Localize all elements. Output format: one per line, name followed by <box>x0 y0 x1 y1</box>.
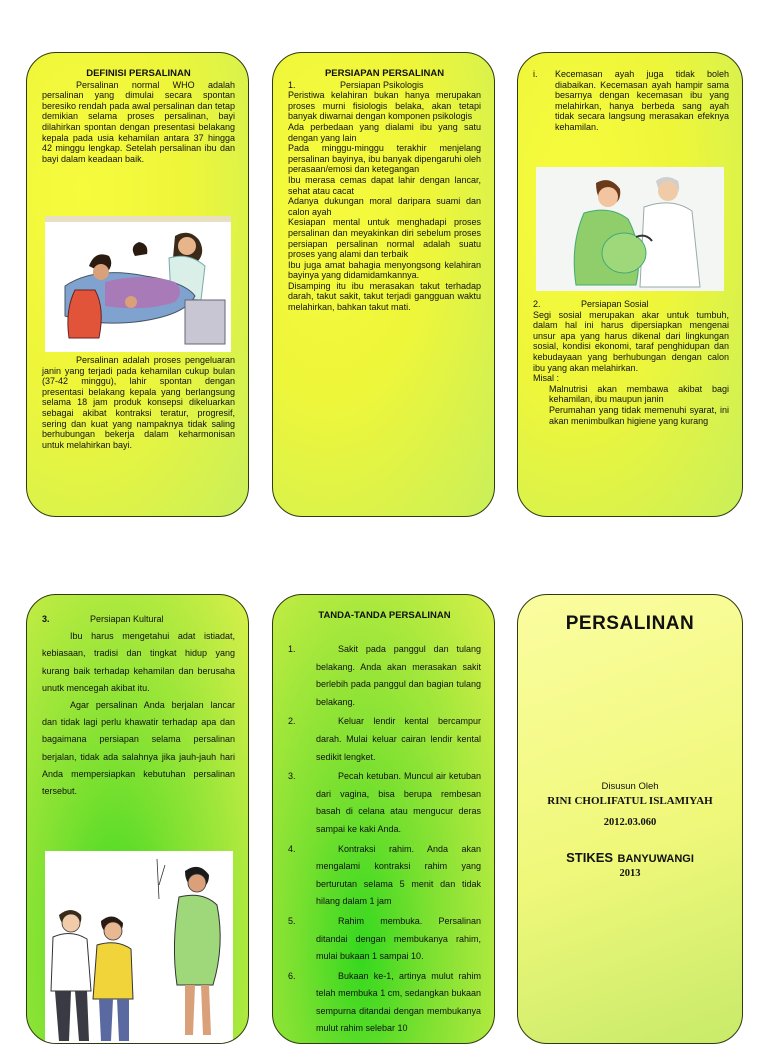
list-item <box>288 641 481 711</box>
item-number: 5. <box>288 915 296 926</box>
sub-number: 3. <box>42 614 50 624</box>
sub-number: 1. <box>288 79 296 90</box>
item-text: Bukaan ke-1, artinya mulut rahim telah membuka 1 cm, sedangkan bukaan sempurna ditandai dengan membukanya mulut rahim selebar 10 <box>316 970 481 1034</box>
definisi-para2: Persalinan adalah proses pengeluaran janin yang terjadi pada kehamilan cukup bulan (37-42 minggu), lahir spontan dengan presentasi belakang kepala yang berlangsung selama 18 jam produk konsepsi dikeluarkan sebagai akibat kontraksi teratur, progresif, sering dan kuat yang nampaknya tidak saling berhubungan bekerja dalam keharmonisan untuk melahirkan bayi. <box>42 355 235 450</box>
item-number: i. <box>533 69 538 79</box>
student-number: 2012.03.060 <box>603 817 657 828</box>
list-item: Adanya dukungan moral daripara suami dan calon ayah <box>288 196 481 217</box>
list-item: Ibu juga amat bahagia menyongsong kelahiran bayinya yang didamidamkannya. <box>288 259 481 281</box>
panel-tanda <box>272 594 495 1044</box>
item-number: 2. <box>288 716 296 727</box>
author-name: RINI CHOLIFATUL ISLAMIYAH <box>547 795 713 807</box>
kultural-para2: Agar persalinan Anda berjalan lancar dan tidak lagi perlu khawatir terhadap apa dan bagaimana persiapan selama persalinan berjalan, tidak ada salahnya jika jauh-jauh hari Anda mempersiapkan kebutuhan persalinan tersebut. <box>42 700 235 797</box>
item-text: Pecah ketuban. Muncul air ketuban dari vagina, bisa berupa rembesan basah di celana atau mengucur deras sampai ke kaki Anda. <box>316 771 481 834</box>
sub-title: Persiapan Kultural <box>90 614 164 624</box>
sosial-subheading <box>533 299 729 310</box>
item-number: 6. <box>288 970 296 981</box>
list-item: Kesiapan mental untuk menghadapi proses persalinan dan meyakinkan diri sebelum proses persiapan persalinan normal adalah suatu proses yang alami dan terbaik <box>288 217 481 260</box>
institution-b: BANYUWANGI <box>617 853 694 865</box>
item-text: Rahim membuka. Persalinan ditandai dengan membukanya rahim, mulai bukaan 1 sampai 10. <box>316 915 481 962</box>
kultural-subheading <box>42 611 235 628</box>
cover-title: PERSALINAN <box>565 613 695 634</box>
institution-a: STIKES <box>566 850 614 865</box>
list-item <box>288 968 481 1038</box>
ayah-text <box>533 69 729 133</box>
definisi-text-2 <box>42 355 235 450</box>
tanda-heading: TANDA-TANDA PERSALINAN <box>318 610 451 621</box>
sub-number: 2. <box>533 299 541 309</box>
item-text: Keluar lendir kental bercampur darah. Mulai keluar cairan lendir kental sedikit lengket. <box>316 716 481 762</box>
panel-cover <box>517 594 743 1044</box>
checkup-illustration <box>536 167 724 291</box>
kultural-text <box>42 611 235 800</box>
item-number: 4. <box>288 843 296 854</box>
panel-persiapan-lanjutan <box>517 52 743 517</box>
list-item: Ada perbedaan yang dialami ibu yang satu dengan yang lain <box>288 121 481 143</box>
misal-label: Misal : <box>533 373 560 384</box>
list-item: Peristiwa kelahiran bukan hanya merupakan proses murni fisiologis belaka, akan tetapi banyak diwarnai dengan komponen psikologis <box>288 90 481 122</box>
ayah-item <box>533 69 729 133</box>
list-item: Ibu merasa cemas dapat lahir dengan lancar, sehat atau cacat <box>288 174 481 196</box>
item-number: 3. <box>288 771 296 782</box>
institution <box>518 849 742 867</box>
psikologis-subheading <box>288 80 481 91</box>
panel-definisi <box>26 52 249 517</box>
list-item <box>288 768 481 838</box>
item-text: Kontraksi rahim. Anda akan mengalami kontraksi rahim yang berturutan selama 5 menit dan tidak hilang dalam 1 jam <box>316 843 481 907</box>
list-item: Disamping itu ibu merasakan takut terhadap darah, takut sakit, takut terjadi gangguan waktu melahirkan, bahkan takut mati. <box>288 280 481 313</box>
misal-item: Malnutrisi akan membawa akibat bagi kehamilan, ibu maupun janin <box>549 383 729 405</box>
ayah-paragraph: Kecemasan ayah juga tidak boleh diabaikan. Kecemasan ayah hampir sama besarnya dengan kecemasan ibu yang melahirkan, hanya berbeda sang ayah tidak secara langsung merasakan efeknya kehamilan. <box>555 69 729 132</box>
list-item <box>288 713 481 766</box>
list-item <box>288 841 481 911</box>
year: 2013 <box>619 868 641 879</box>
item-text: Sakit pada panggul dan tulang belakang. Anda akan merasakan sakit berlebih pada panggul dan bagian tulang belakang. <box>316 644 481 707</box>
list-item <box>288 913 481 966</box>
sosial-paragraph: Segi sosial merupakan akar untuk tumbuh, dalam hal ini harus dipersiapkan mengenai unsur apa yang harus dikenal dari lingkungan sosial, kondisi ekonomi, taraf penghidupan dan kebudayaan yang berhubungan dengan calon ibu yang akan melahirkan. <box>533 309 729 373</box>
definisi-heading: DEFINISI PERSALINAN <box>86 68 191 79</box>
disusun-label: Disusun Oleh <box>601 781 659 792</box>
family-illustration <box>45 851 233 1044</box>
persiapan-text <box>288 69 481 313</box>
tanda-list <box>288 641 481 1040</box>
list-item: Pada minggu-minggu terakhir menjelang persalinan bayinya, ibu banyak dipengaruhi oleh perasaan/emosi dan ketegangan <box>288 143 481 175</box>
sub-title: Persiapan Sosial <box>581 299 649 309</box>
panel-kultural <box>26 594 249 1044</box>
definisi-text <box>42 69 235 164</box>
persiapan-heading: PERSIAPAN PERSALINAN <box>324 68 445 79</box>
tanda-text <box>288 611 481 622</box>
birth-illustration <box>45 216 231 352</box>
sub-title: Persiapan Psikologis <box>340 79 424 90</box>
psikologis-list <box>288 90 481 312</box>
sosial-text <box>533 299 729 426</box>
item-number: 1. <box>288 644 296 654</box>
kultural-para1: Ibu harus mengetahui adat istiadat, kebiasaan, tradisi dan tingkat hidup yang kurang baik terhadap kehamilan dan berusaha unutk mencegah akibat itu. <box>42 631 235 693</box>
panel-persiapan <box>272 52 495 517</box>
definisi-para1: Persalinan normal WHO adalah persalinan yang dimulai secara spontan beresiko rendah pada awal persalinan dan tetap demikian selama proses persalinan, bayi dilahirkan spontan dengan presentasi belakang kepala pada usia kehamilan antara 37 hingga 42 minggu lengkap. Setelah persalinan ibu dan bayi dalam keadaan baik. <box>42 79 235 164</box>
misal-item: Perumahan yang tidak memenuhi syarat, ini akan menimbulkan higiene yang kurang <box>549 404 729 426</box>
